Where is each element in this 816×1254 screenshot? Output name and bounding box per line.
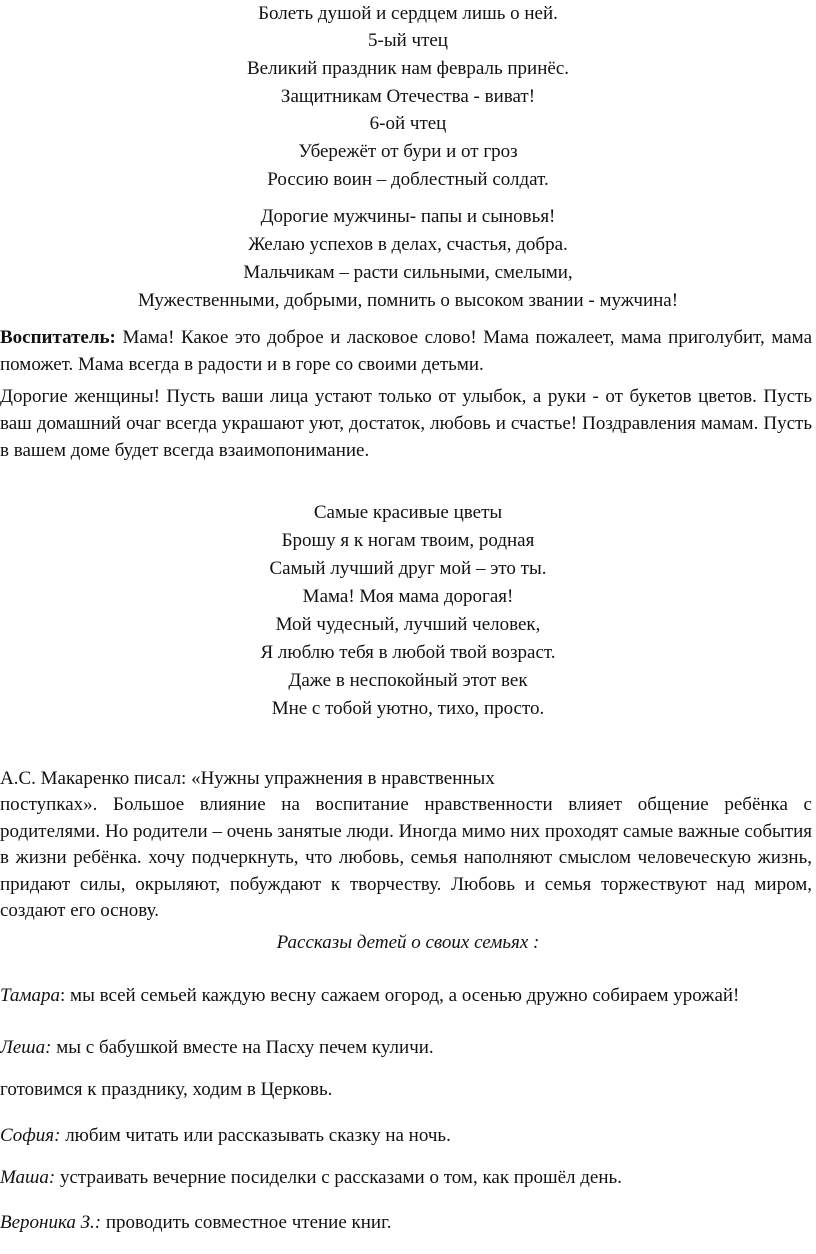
- poem-line: Убережёт от бури и от гроз: [298, 141, 518, 162]
- poem-line: Даже в неспокойный этот век: [288, 670, 528, 691]
- story-item: [0, 1034, 434, 1061]
- makarenko-paragraph: поступках». Большое влияние на воспитание нравственности влияет общение ребёнка с родителями. Но родители – очень занятые люди. Иногда мимо них проходят самые важные события в жизни ребёнка. хочу подчеркнуть, что любовь, семья наполняют смыслом человеческую жизнь, придают силы, окрыляют, побуждают к творчеству. Любовь и семья торжествуют над миром, создают его основу.: [0, 794, 812, 921]
- reader-label: 6-ой чтец: [369, 113, 447, 134]
- poem-line: Болеть душой и сердцем лишь о ней.: [258, 3, 558, 24]
- child-name: Тамара: [0, 985, 61, 1006]
- educator-paragraph: [0, 324, 812, 378]
- poem-line: Я люблю тебя в любой твой возраст.: [260, 642, 556, 663]
- makarenko-first-line: А.С. Макаренко писал: «Нужны упражнения в нравственных: [0, 768, 495, 789]
- poem-line: Защитникам Отечества - виват!: [280, 86, 536, 107]
- story-item: [0, 1122, 451, 1149]
- reader-label: 5-ый чтец: [368, 30, 448, 51]
- story-item: [0, 1164, 622, 1191]
- poem-line: Самый лучший друг мой – это ты.: [269, 558, 547, 579]
- child-name: Маша:: [0, 1167, 56, 1188]
- stories-heading: Рассказы детей о своих семьях :: [276, 932, 540, 953]
- story-text: мы с бабушкой вместе на Пасху печем куличи.: [51, 1037, 434, 1058]
- story-item: [0, 1076, 332, 1103]
- story-text: готовимся к празднику, ходим в Церковь.: [0, 1079, 333, 1100]
- wish-line: Мужественными, добрыми, помнить о высоком звании - мужчина!: [137, 290, 679, 311]
- story-text: : мы всей семьей каждую весну сажаем огород, а осенью дружно собираем урожай!: [60, 985, 740, 1006]
- wish-line: Мальчикам – расти сильными, смелыми,: [243, 262, 573, 283]
- child-name: Вероника З.:: [0, 1212, 102, 1233]
- story-text: проводить совместное чтение книг.: [101, 1212, 392, 1233]
- poem-line: Великий праздник нам февраль принёс.: [246, 58, 570, 79]
- story-text: устраивать вечерние посиделки с рассказами о том, как прошёл день.: [55, 1167, 622, 1188]
- poem-line: Мне с тобой уютно, тихо, просто.: [271, 698, 545, 719]
- women-paragraph: Дорогие женщины! Пусть ваши лица устают только от улыбок, а руки - от букетов цветов. Пусть ваш домашний очаг всегда украшают уют, достаток, любовь и счастье! Поздравления мамам. Пусть в вашем доме будет всегда взаимопонимание.: [0, 386, 812, 461]
- story-text: любим читать или рассказывать сказку на ночь.: [60, 1125, 451, 1146]
- poem-line: Самые красивые цветы: [313, 502, 503, 523]
- poem-line: Россию воин – доблестный солдат.: [267, 169, 549, 190]
- wish-line: Желаю успехов в делах, счастья, добра.: [248, 234, 568, 255]
- story-item: [0, 982, 739, 1009]
- poem-line: Мама! Моя мама дорогая!: [302, 586, 514, 607]
- poem-line: Мой чудесный, лучший человек,: [275, 614, 541, 635]
- poem-line: Брошу я к ногам твоим, родная: [281, 530, 535, 551]
- wish-line: Дорогие мужчины- папы и сыновья!: [260, 206, 556, 227]
- child-name: Леша:: [0, 1037, 52, 1058]
- educator-text: Мама! Какое это доброе и ласковое слово! Мама пожалеет, мама приголубит, мама поможет. Мама всегда в радости и в горе со своими детьми.: [0, 327, 812, 375]
- story-item: [0, 1209, 392, 1236]
- child-name: София:: [0, 1125, 61, 1146]
- educator-label: Воспитатель:: [0, 327, 116, 348]
